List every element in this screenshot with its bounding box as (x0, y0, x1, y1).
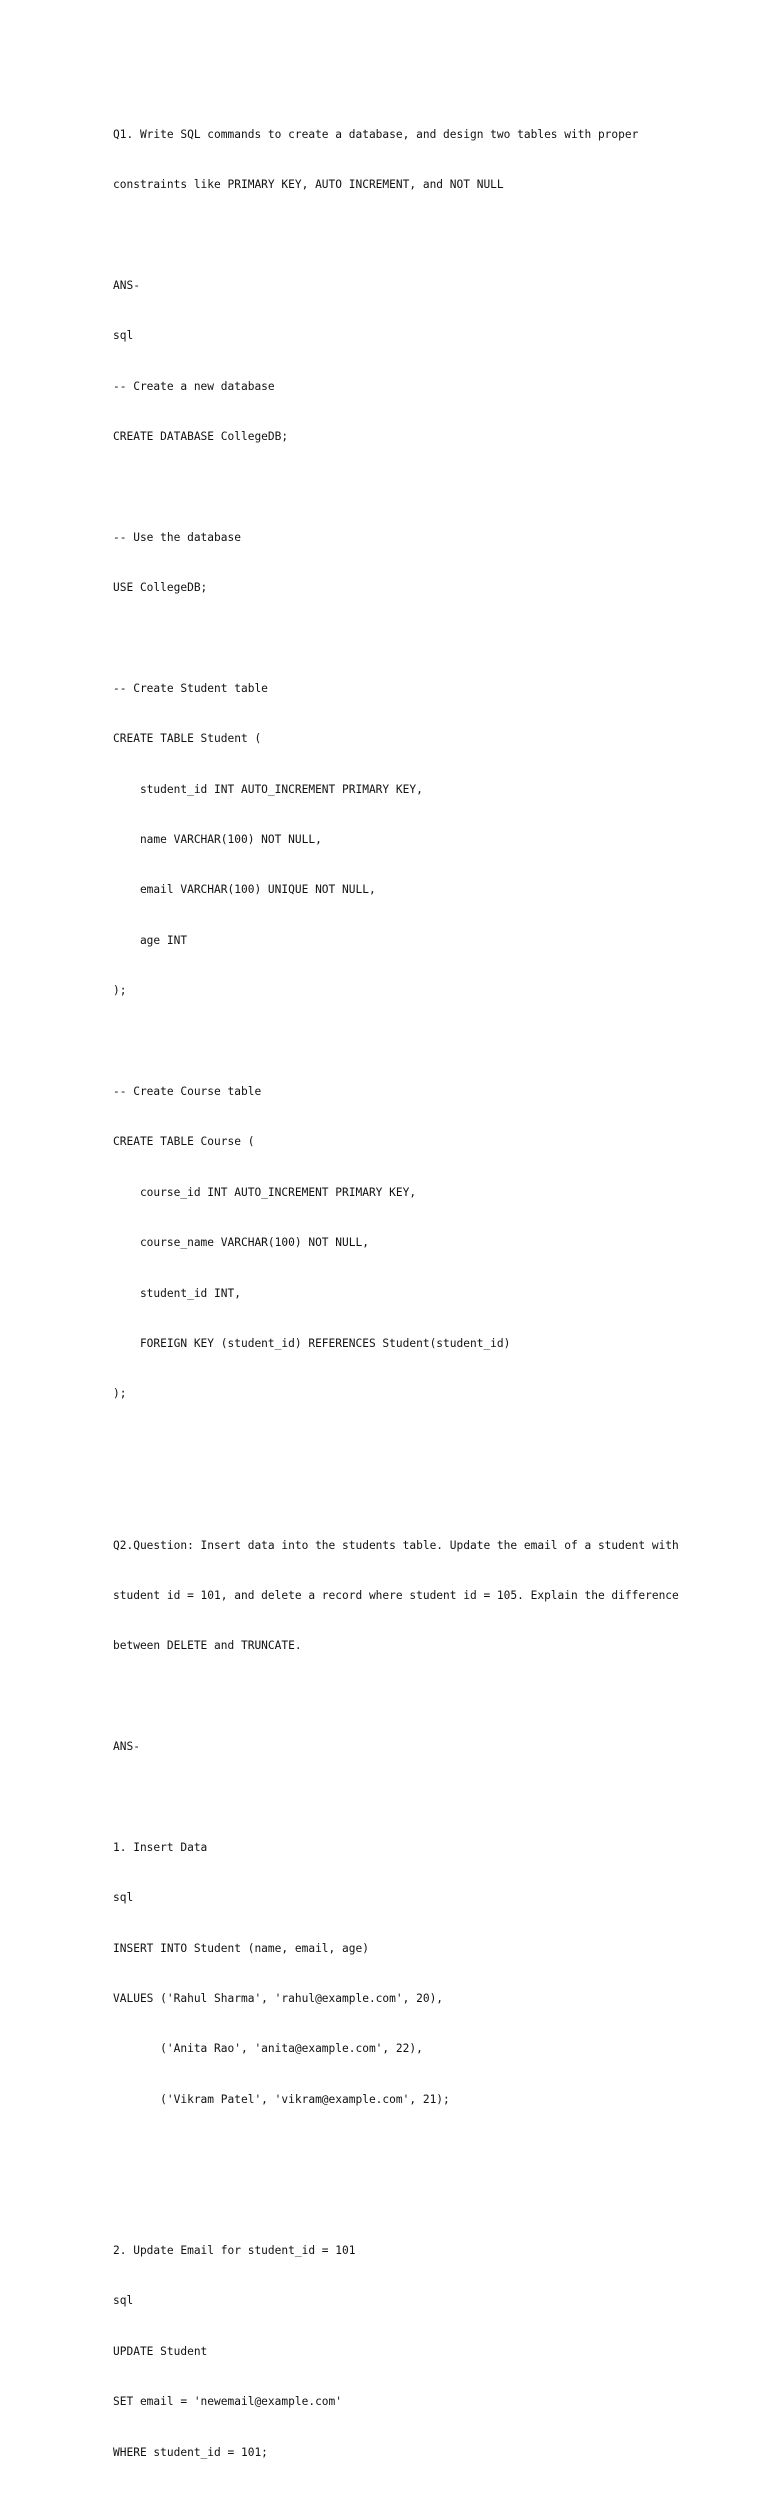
sql-code-line: INSERT INTO Student (name, email, age) (113, 1941, 369, 1955)
sql-code-line: ('Anita Rao', 'anita@example.com', 22), (113, 2042, 423, 2056)
q1-question-line-1: Q1. Write SQL commands to create a database, and design two tables with proper (113, 127, 639, 141)
code-language-label: sql (113, 329, 134, 343)
sql-code-line: student_id INT, (113, 1286, 241, 1300)
sql-comment: -- Create Student table (113, 681, 268, 695)
sql-code-line: ('Vikram Patel', 'vikram@example.com', 21); (113, 2092, 450, 2106)
sql-code-line: FOREIGN KEY (student_id) REFERENCES Student(student_id) (113, 1336, 511, 1350)
blank-line (113, 2142, 733, 2159)
sql-code-line: UPDATE Student (113, 2344, 208, 2358)
sql-code-line: ); (113, 984, 127, 998)
blank-line (113, 1437, 733, 1454)
sql-code-line: ); (113, 1387, 127, 1401)
blank-line (113, 1034, 733, 1051)
document-body (113, 93, 733, 2495)
sql-code-line: CREATE DATABASE CollegeDB; (113, 429, 289, 443)
blank-line (113, 1689, 733, 1706)
sql-code-line: course_name VARCHAR(100) NOT NULL, (113, 1236, 369, 1250)
sql-code-line: age INT (113, 933, 188, 947)
q1-answer-label: ANS- (113, 278, 140, 292)
sql-code-line: email VARCHAR(100) UNIQUE NOT NULL, (113, 883, 376, 897)
blank-line (113, 2193, 733, 2210)
sql-code-line: VALUES ('Rahul Sharma', 'rahul@example.com', 20), (113, 1992, 444, 2006)
blank-line (113, 227, 733, 244)
blank-line (113, 1487, 733, 1504)
q2-question-line-1: Q2.Question: Insert data into the students table. Update the email of a student with (113, 1538, 679, 1552)
sql-code-line: SET email = 'newemail@example.com' (113, 2395, 343, 2409)
blank-line (113, 479, 733, 496)
sql-code-line: name VARCHAR(100) NOT NULL, (113, 833, 322, 847)
q2-question-line-3: between DELETE and TRUNCATE. (113, 1639, 302, 1653)
sql-comment: -- Create Course table (113, 1085, 262, 1099)
q2-question-line-2: student id = 101, and delete a record where student id = 105. Explain the difference (113, 1588, 679, 1602)
section-heading: 2. Update Email for student_id = 101 (113, 2244, 356, 2257)
code-language-label: sql (113, 2294, 134, 2308)
section-heading: 1. Insert Data (113, 1840, 208, 1854)
sql-code-line: WHERE student_id = 101; (113, 2445, 268, 2459)
sql-code-line: CREATE TABLE Course ( (113, 1135, 255, 1149)
code-language-label: sql (113, 1891, 134, 1905)
sql-code-line: USE CollegeDB; (113, 581, 208, 595)
q1-question-line-2: constraints like PRIMARY KEY, AUTO INCREMENT, and NOT NULL (113, 177, 504, 191)
sql-code-line: student_id INT AUTO_INCREMENT PRIMARY KEY, (113, 782, 423, 796)
sql-comment: -- Create a new database (113, 379, 275, 393)
blank-line (113, 1789, 733, 1806)
sql-comment: -- Use the database (113, 530, 241, 544)
sql-code-line: course_id INT AUTO_INCREMENT PRIMARY KEY, (113, 1185, 417, 1199)
q2-answer-label: ANS- (113, 1740, 140, 1754)
sql-code-line: CREATE TABLE Student ( (113, 732, 262, 746)
blank-line (113, 631, 733, 648)
